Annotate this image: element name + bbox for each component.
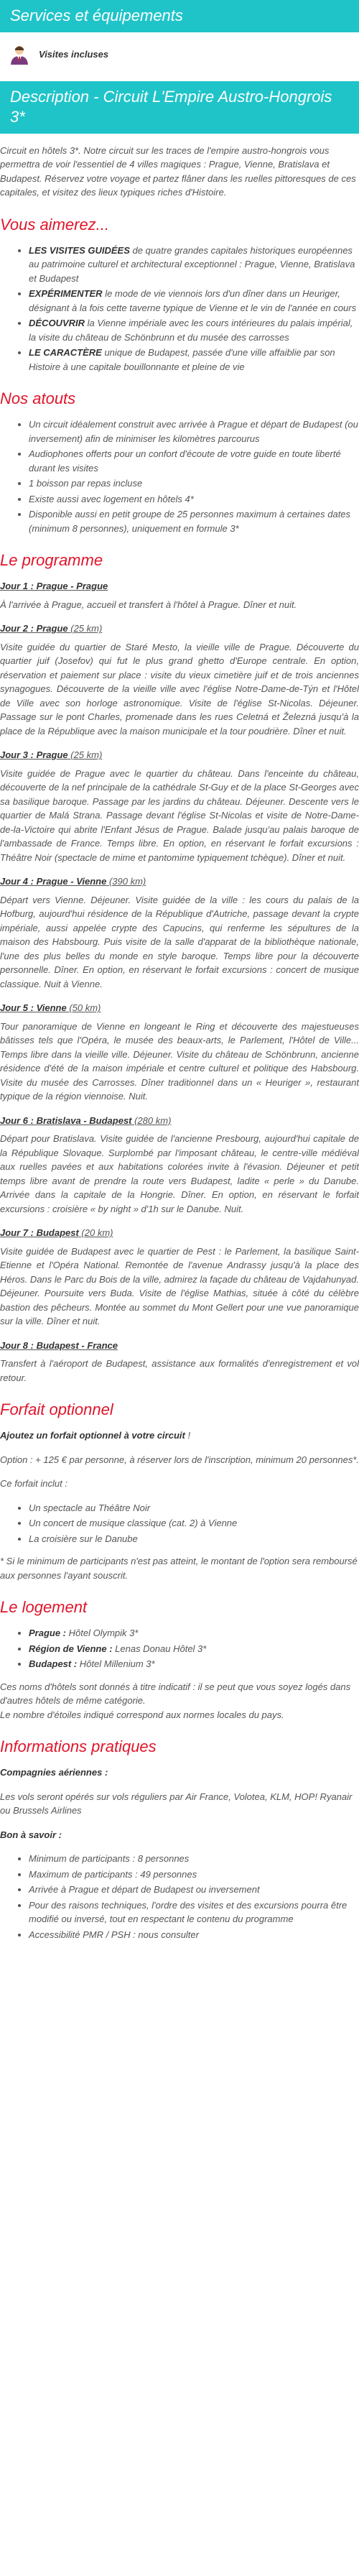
list-item: [29, 287, 359, 315]
day-title: [0, 1339, 359, 1353]
aimerez-heading: Vous aimerez...: [0, 215, 110, 234]
day-text: Visite guidée de Budapest avec le quartier de Pest : le Parlement, la basilique Saint-Etienne et l'Opéra National. Remontée de l'avenue Andrassy jusqu'à la place des Héros. Dans le Parc du Bois de la ville, admirez la façade du château de Vajdahunyad. Déjeuner. Poursuite vers Buda. Visite de l'église Mathias, située à côté du célèbre bastion des pêcheurs. Montée au sommet du Mont Gellert pour une vue panoramique sur la ville. Dîner et nuit.: [0, 1245, 359, 1327]
day-route: : Prague: [28, 623, 68, 634]
pratiques-heading: Informations pratiques: [0, 1737, 157, 1756]
list-item-text: le mode de vie viennois lors d'un dîner dans un Heuriger, désignant à la fois cette taverne typique de Vienne et le vin de l'année en cours: [29, 288, 357, 313]
day-label: Jour 2: [0, 623, 29, 634]
day-8: [0, 1339, 359, 1385]
logement-note-2: Le nombre d'étoiles indiqué correspond aux normes locales du pays.: [0, 1709, 284, 1720]
optionnel-lead-end: !: [185, 1430, 191, 1441]
optionnel-option: Option : + 125 € par personne, à réserver lors de l'inscription, minimum 20 personnes*.: [0, 1454, 359, 1465]
list-item-lead: LES VISITES GUIDÉES: [29, 244, 130, 256]
list-item-text: unique de Budapest, passée d'une ville affaiblie par son Histoire à une capitale bouillonnante et pleine de vie: [29, 347, 335, 372]
day-label: Jour 8: [0, 1339, 29, 1351]
day-title: [0, 1114, 359, 1128]
day-text: À l'arrivée à Prague, accueil et transfert à l'hôtel à Prague. Dîner et nuit.: [0, 599, 297, 610]
optionnel-lead-strong: Ajoutez un forfait optionnel à votre circuit: [0, 1430, 185, 1441]
atouts-list: [0, 417, 359, 535]
day-route: : Bratislava - Budapest: [28, 1114, 132, 1126]
optionnel-heading: Forfait optionnel: [0, 1400, 113, 1419]
list-item-lead: DÉCOUVRIR: [29, 318, 85, 329]
optionnel-lead: [0, 1428, 359, 1443]
savoir-list: [0, 1852, 359, 1942]
guide-avatar-icon: [9, 44, 30, 65]
day-title: [0, 1226, 359, 1240]
list-item-lead: Budapest :: [29, 1658, 78, 1670]
day-5: [0, 1001, 359, 1104]
list-item-text: de quatre grandes capitales historiques européennes au patrimoine culturel et architectural exceptionnel : Prague, Vienne, Bratislava et Budapest: [29, 244, 355, 284]
optionnel-list: [0, 1501, 359, 1546]
day-distance: (280 km): [131, 1114, 172, 1126]
list-item: [29, 1642, 359, 1656]
day-label: Jour 1: [0, 581, 29, 592]
aimerez-list: [0, 244, 359, 374]
list-item-text: Lenas Donau Hôtel 3*: [112, 1643, 207, 1654]
day-title: [0, 1001, 359, 1015]
list-item: [29, 316, 359, 344]
day-1: [0, 579, 359, 611]
day-2: [0, 622, 359, 738]
day-3: [0, 748, 359, 864]
list-item: • Un circuit idéalement construit avec arrivée à Prague et départ de Budapest (ou inversement) afin de minimiser les kilomètres parcourus: [29, 417, 359, 446]
list-item: • 1 boisson par repas incluse: [29, 476, 359, 491]
list-item-lead: EXPÉRIMENTER: [29, 288, 103, 300]
day-route: : Budapest - France: [28, 1339, 118, 1351]
day-7: [0, 1226, 359, 1329]
services-title: Services et équipements: [10, 6, 183, 24]
day-route: : Prague: [28, 749, 68, 761]
compagnies-label: Compagnies aériennes :: [0, 1767, 108, 1778]
logement-note-1: Ces noms d'hôtels sont donnés à titre indicatif : il se peut que vous soyez logés dans d'autres hôtels de même catégorie.: [0, 1681, 351, 1707]
day-distance: (20 km): [78, 1227, 113, 1239]
list-item-lead: LE CARACTÈRE: [29, 347, 102, 359]
list-item: • Maximum de participants : 49 personnes: [29, 1868, 359, 1882]
day-title: [0, 579, 359, 594]
list-item: [29, 1657, 359, 1671]
day-6: [0, 1114, 359, 1217]
day-label: Jour 7: [0, 1227, 29, 1239]
list-item-text: Hôtel Millenium 3*: [77, 1658, 155, 1670]
list-item: • Pour des raisons techniques, l'ordre des visites et des excursions pourra être modifié ou inversé, tout en respectant le contenu du programme: [29, 1898, 359, 1926]
day-text: Départ pour Bratislava. Visite guidée de l'ancienne Presbourg, aujourd'hui capitale de la République Slovaque. Surplombé par l'imposant château, le centre-ville médiéval aux ruelles pavées et aux habitations colorées invite à l'évasion. Déjeuner et petit temps libre avant de prendre la route vers Budapest, ladite « perle » du Danube. Arrivée dans la capitale de la Hongrie. Dîner. En option, en réservant le forfait excursions : croisière « by night » d'1h sur le Danube. Nuit.: [0, 1133, 359, 1214]
day-label: Jour 5: [0, 1002, 29, 1014]
day-text: Départ vers Vienne. Déjeuner. Visite guidée de la ville : les cours du palais de la Hofburg, aujourd'hui résidence de la République d'Autriche, passage devant la crypte impériale, aussi appelée crypte des Capucins, qui renferme les sépultures de la maison des Habsbourg. Puis visite de la salle d'apparat de la bibliothèque nationale, l'une des plus belles du monde en style baroque. Temps libre pour la découverte personnelle. Dîner. En option, en réservant le forfait excursions : concert de musique classique. Nuit à Vienne.: [0, 894, 359, 989]
list-item: [29, 346, 359, 374]
list-item: • Existe aussi avec logement en hôtels 4*: [29, 492, 359, 507]
list-item-lead: Région de Vienne :: [29, 1643, 113, 1654]
day-label: Jour 4: [0, 876, 29, 887]
list-item-lead: Prague :: [29, 1628, 67, 1639]
day-label: Jour 3: [0, 749, 29, 761]
services-banner: [0, 0, 359, 32]
atouts-heading: Nos atouts: [0, 389, 76, 408]
savoir-label: Bon à savoir :: [0, 1829, 62, 1840]
programme-heading: Le programme: [0, 551, 103, 570]
day-distance: (50 km): [66, 1002, 101, 1014]
list-item: • La croisière sur le Danube: [29, 1532, 359, 1546]
logement-heading: Le logement: [0, 1598, 88, 1617]
description-title: Description - Circuit L'Empire Austro-Hongrois 3*: [10, 87, 332, 126]
description-intro: Circuit en hôtels 3*. Notre circuit sur les traces de l'empire austro-hongrois vous permettra de voir l'essentiel de 4 villes magiques : Prague, Vienne, Bratislava et Budapest. Réservez votre voyage et partez flâner dans les ruelles pittoresques de ces capitales, et visitez des lieux typiques riches d'Histoire.: [0, 144, 356, 198]
day-distance: (25 km): [67, 749, 103, 761]
day-text: Tour panoramique de Vienne en longeant le Ring et découverte des majestueuses bâtisses tels que l'Opéra, le musée des beaux-arts, le Parlement, l'Hôtel de Ville... Temps libre dans la vieille ville. Déjeuner. Visite du château de Schönbrunn, ancienne résidence d'été de la maison impériale et centre culturel et politique des Habsbourg. Visite du musée des Carrosses. Dîner traditionnel dans un « Heuriger », restaurant typique de la région viennoise. Nuit.: [0, 1020, 359, 1102]
list-item: • Arrivée à Prague et départ de Budapest ou inversement: [29, 1883, 359, 1897]
list-item: • Disponible aussi en petit groupe de 25 personnes maximum à certaines dates (minimum 8 personnes), uniquement en formule 3*: [29, 507, 359, 535]
optionnel-note: * Si le minimum de participants n'est pas atteint, le montant de l'option sera remboursé aux personnes l'ayant souscrit.: [0, 1556, 358, 1581]
visites-incluses: [0, 32, 359, 81]
list-item: • Audiophones offerts pour un confort d'écoute de votre guide en toute liberté durant les visites: [29, 447, 359, 475]
list-item-text: Hôtel Olympik 3*: [66, 1628, 139, 1639]
day-route: : Vienne: [28, 1002, 67, 1014]
list-item: • Accessibilité PMR / PSH : nous consulter: [29, 1928, 359, 1942]
compagnies-text: Les vols seront opérés sur vols réguliers par Air France, Volotea, KLM, HOP! Ryanair ou Brussels Airlines: [0, 1791, 353, 1816]
day-distance: (25 km): [67, 623, 103, 634]
day-text: Visite guidée du quartier de Staré Mesto, la vieille ville de Prague. Découverte du quartier juif (Josefov) qui fut le plus grand ghetto d'Europe centrale. En option, réservation et paiement sur place : visite du vieux cimetière juif et de trois anciennes synagogues. Découverte de la vieille ville avec l'église Notre-Dame-de-Týn et l'Hôtel de Ville avec son horloge astronomique. Visite de l'église St-Nicolas. Déjeuner. Passage sur le pont Charles, promenade dans les rues Celetná et Železná jusqu'à la place de la République avec la maison municipale et la tour poudrière. Dîner et nuit.: [0, 641, 359, 737]
list-item: • Un spectacle au Théâtre Noir: [29, 1501, 359, 1515]
list-item: [29, 244, 359, 286]
list-item-text: la Vienne impériale avec les cours intérieures du palais impérial, la visite du château de Schönbrunn et du musée des carrosses: [29, 318, 353, 343]
day-title: [0, 622, 359, 636]
day-text: Transfert à l'aéroport de Budapest, assistance aux formalités d'enregistrement et vol retour.: [0, 1358, 359, 1383]
day-text: Visite guidée de Prague avec le quartier du château. Dans l'enceinte du château, découverte de la nef principale de la cathédrale St-Guy et de la place St-Georges avec sa basilique baroque. Passage par les jardins du château. Déjeuner. Descente vers le quartier de Malá Strana. Passage devant l'église St-Nicolas et visite de Notre-Dame-de-la-Victoire qui abrite l'Enfant Jésus de Prague. Balade jusqu'au palais baroque de l'ambassade de France. Temps libre. En option, en réservant le forfait excursions : Théâtre Noir (spectacle de mime et pantomime typiquement tchèque). Dîner et nuit.: [0, 767, 359, 863]
visites-incluses-label: Visites incluses: [39, 48, 109, 60]
logement-list: [0, 1626, 359, 1671]
optionnel-inclut: Ce forfait inclut :: [0, 1478, 67, 1490]
day-route: : Budapest: [28, 1227, 79, 1239]
day-route: : Prague - Vienne: [28, 876, 107, 887]
day-route: : Prague - Prague: [28, 581, 108, 592]
day-title: [0, 874, 359, 889]
list-item: • Un concert de musique classique (cat. 2) à Vienne: [29, 1516, 359, 1531]
list-item: • Minimum de participants : 8 personnes: [29, 1852, 359, 1866]
day-4: [0, 874, 359, 991]
day-distance: (390 km): [106, 876, 146, 887]
day-title: [0, 748, 359, 762]
day-label: Jour 6: [0, 1114, 29, 1126]
description-banner: [0, 81, 359, 134]
list-item: [29, 1626, 359, 1640]
